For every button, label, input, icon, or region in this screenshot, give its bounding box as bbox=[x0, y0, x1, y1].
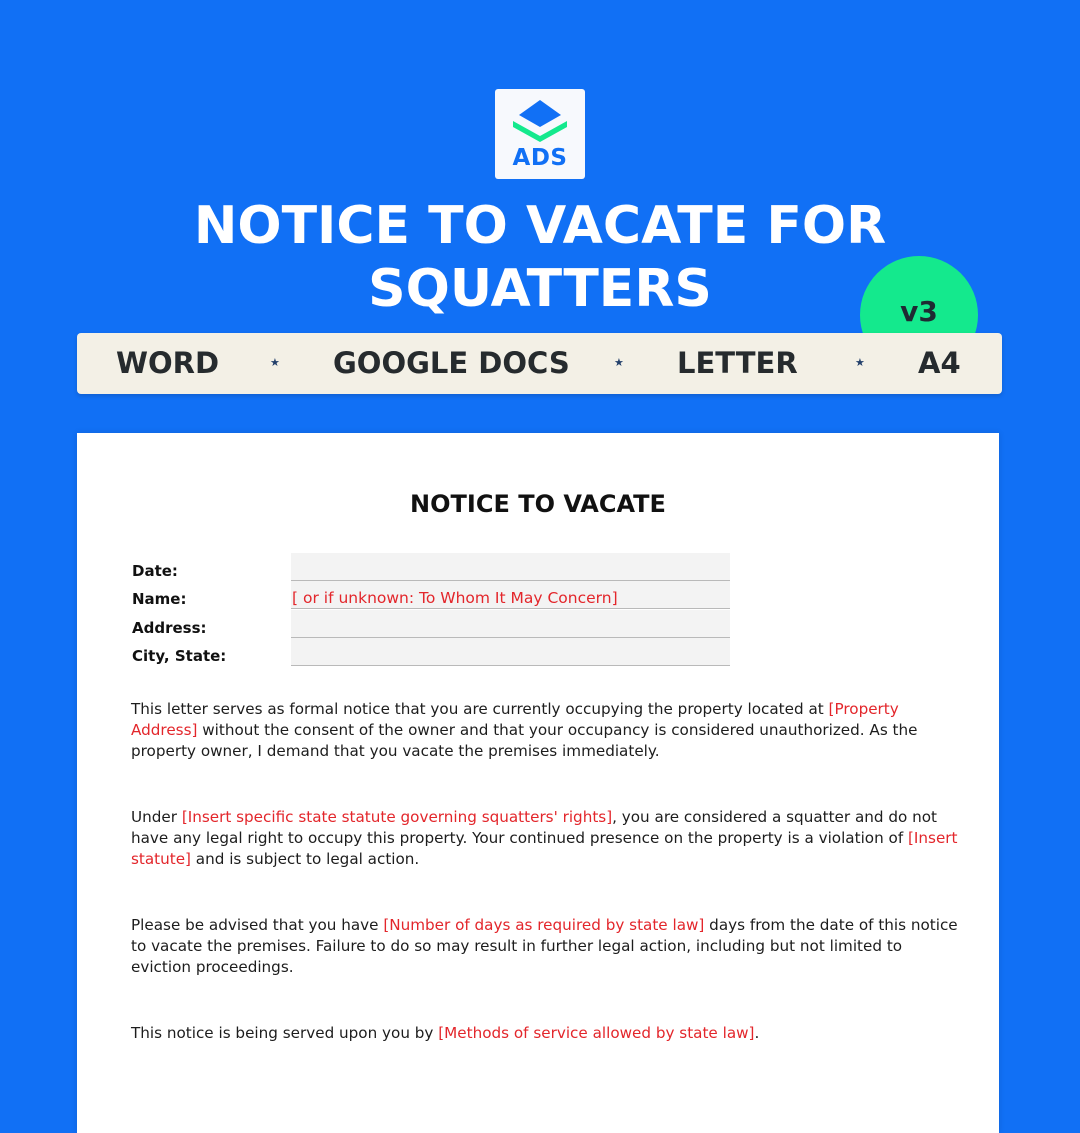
date-field bbox=[291, 553, 730, 581]
title-line-1: NOTICE TO VACATE FOR bbox=[193, 196, 887, 256]
city-state-field bbox=[291, 638, 730, 666]
format-google-docs: GOOGLE DOCS bbox=[333, 346, 570, 380]
format-word: WORD bbox=[116, 346, 220, 380]
paragraph-4: This notice is being served upon you by [Methods of service allowed by state law]. bbox=[131, 1024, 760, 1042]
star-icon: ★ bbox=[614, 357, 624, 369]
document-title: NOTICE TO VACATE bbox=[410, 490, 666, 518]
title-line-2: SQUATTERS bbox=[368, 259, 712, 319]
date-label: Date: bbox=[132, 562, 178, 580]
address-field bbox=[291, 610, 730, 638]
name-label: Name: bbox=[132, 590, 187, 608]
paragraph-2: Under [Insert specific state statute governing squatters' rights], you are considered a squatter and do not have any legal right to occupy this property. Your continued presence on the property is a violation of [Insert statute] and is subject to legal action. bbox=[131, 808, 958, 868]
format-letter: LETTER bbox=[677, 346, 798, 380]
paragraph-3: Please be advised that you have [Number of days as required by state law] days from the date of this notice to vacate the premises. Failure to do so may result in further legal action, including but not limited to eviction proceedings. bbox=[131, 916, 958, 976]
paragraph-1: This letter serves as formal notice that you are currently occupying the property located at [Property Address] without the consent of the owner and that your occupancy is considered unauthorized. As the property owner, I demand that you vacate the premises immediately. bbox=[131, 700, 918, 760]
format-a4: A4 bbox=[918, 346, 961, 380]
city-state-label: City, State: bbox=[132, 647, 227, 665]
formats-bar bbox=[77, 333, 1002, 394]
star-icon: ★ bbox=[855, 357, 865, 369]
logo-text: ADS bbox=[512, 145, 568, 171]
address-label: Address: bbox=[132, 619, 207, 637]
star-icon: ★ bbox=[270, 357, 280, 369]
ads-logo bbox=[495, 89, 585, 179]
name-placeholder: [ or if unknown: To Whom It May Concern] bbox=[292, 589, 618, 607]
version-label: v3 bbox=[900, 295, 938, 328]
ads-logo-icon bbox=[495, 89, 585, 149]
